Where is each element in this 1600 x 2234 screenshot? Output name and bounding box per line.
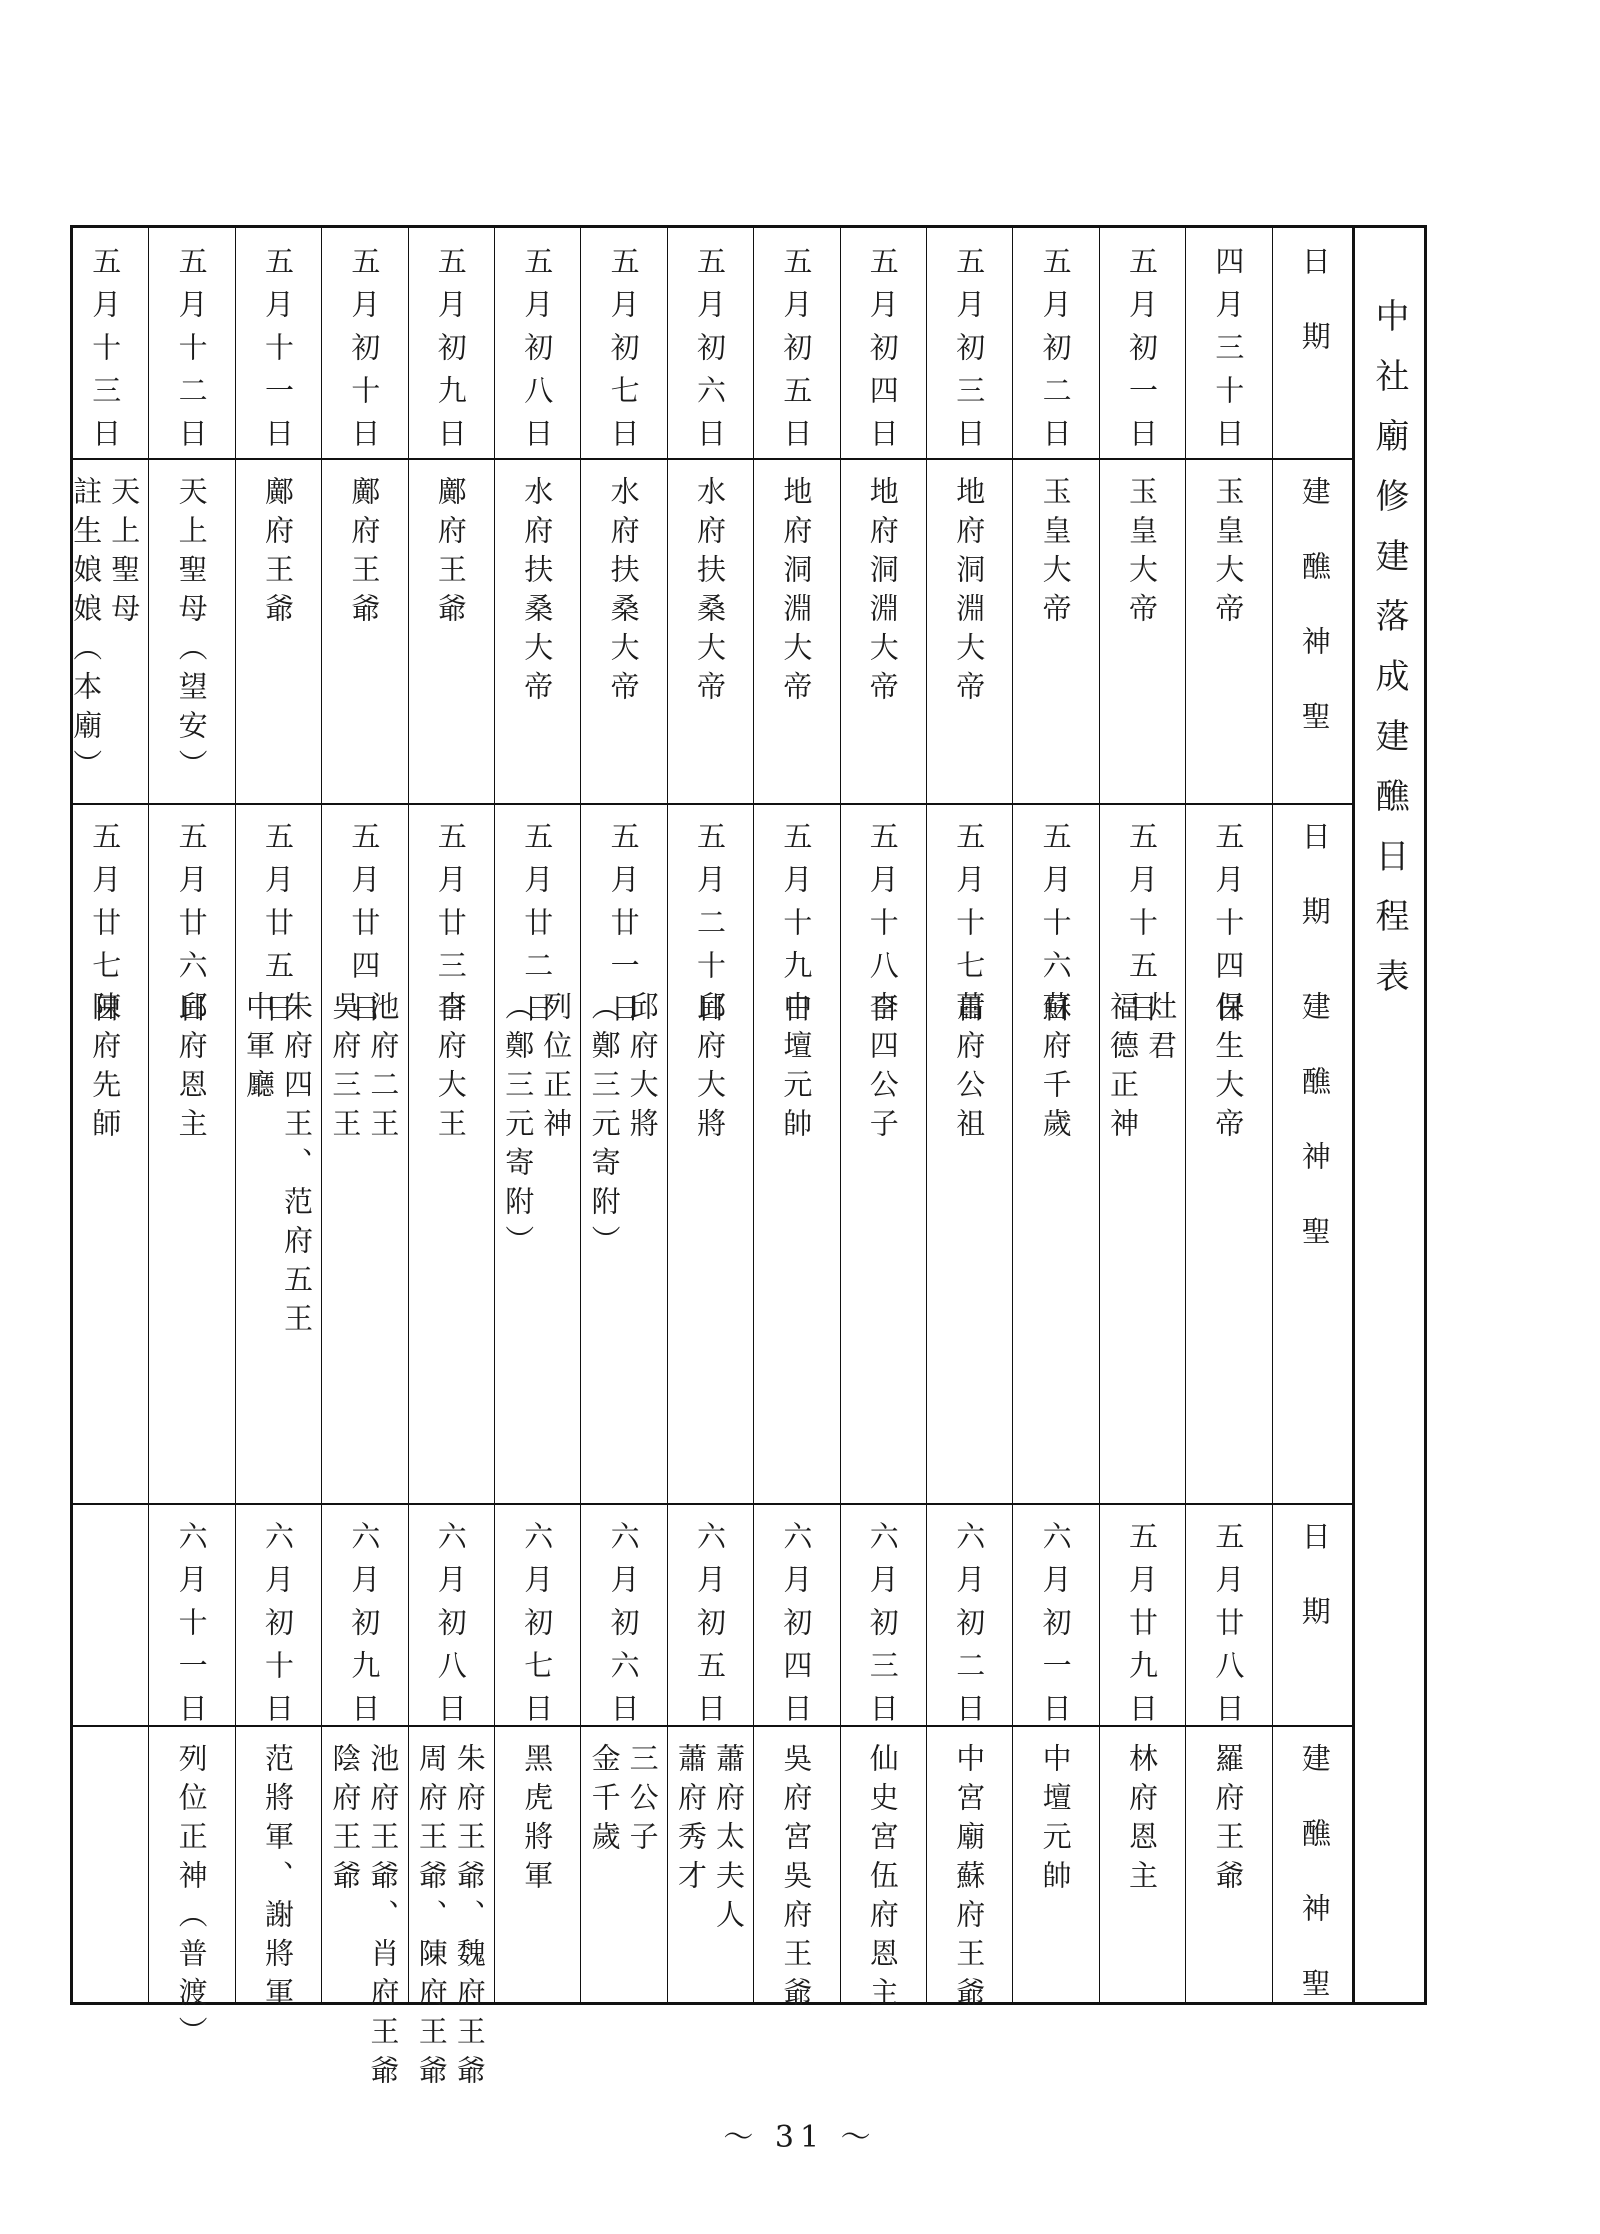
schedule-deity-text: 地府洞淵大帝: [779, 476, 814, 710]
row-divider: [73, 1503, 1352, 1505]
schedule-deity-text: 池府王爺、肖府王爺 陰府王爺: [328, 1743, 401, 2094]
schedule-deity: [840, 991, 926, 1491]
schedule-date: [753, 1521, 839, 1736]
schedule-date: [580, 1521, 666, 1736]
schedule-date: [148, 246, 234, 461]
schedule-date: [321, 246, 407, 461]
title-column: [1352, 228, 1424, 2002]
schedule-date: [667, 1521, 753, 1736]
schedule-date: [235, 246, 321, 461]
schedule-date-text: 五月廿三日: [433, 821, 468, 1036]
schedule-date-text: 六月初九日: [347, 1521, 382, 1736]
schedule-deity-text: 列位正神（普渡）: [174, 1743, 209, 2055]
schedule-date-text: 五月初五日: [779, 246, 814, 461]
schedule-date: [494, 821, 580, 1036]
schedule-deity-text: 玉皇大帝: [1211, 476, 1246, 632]
header-date-text: 日期: [1297, 1521, 1332, 1671]
schedule-deity-text: 天上聖母（望安）: [174, 476, 209, 788]
schedule-deity: [926, 1743, 1012, 2016]
schedule-deity: [667, 476, 753, 791]
schedule-date-text: 五月初四日: [865, 246, 900, 461]
schedule-date: [321, 1521, 407, 1736]
schedule-date-text: 五月廿七日: [88, 821, 123, 1036]
schedule-date-text: 五月廿八日: [1211, 1521, 1246, 1736]
schedule-date: [840, 821, 926, 1036]
page-title: 中社廟修建落成建醮日程表: [1369, 298, 1409, 1018]
schedule-table-frame: [69, 225, 1427, 2094]
schedule-date: [1012, 1521, 1098, 1736]
schedule-deity: [580, 991, 666, 1491]
schedule-date-text: 五月初九日: [433, 246, 468, 461]
schedule-date: [1185, 821, 1271, 1036]
schedule-deity: [926, 476, 1012, 791]
schedule-deity-text: 吳府宮吳府王爺: [779, 1743, 814, 2016]
schedule-date-text: 六月初八日: [433, 1521, 468, 1736]
schedule-deity: [494, 991, 580, 1491]
header-deity: [1272, 476, 1358, 791]
schedule-deity-text: 鄺府王爺: [260, 476, 295, 632]
schedule-date: [148, 821, 234, 1036]
schedule-deity: [408, 1743, 494, 2094]
schedule-deity-text: 玉皇大帝: [1038, 476, 1073, 632]
schedule-date-text: 六月初七日: [520, 1521, 555, 1736]
schedule-deity: [1185, 991, 1271, 1491]
schedule-date: [926, 1521, 1012, 1736]
schedule-deity: [1012, 991, 1098, 1491]
schedule-deity: [1185, 1743, 1271, 1996]
schedule-deity-text: 羅府王爺: [1211, 1743, 1246, 1899]
header-date: [1272, 1521, 1358, 1713]
schedule-date-text: 五月初一日: [1124, 246, 1159, 461]
schedule-deity-text: 朱府王爺、魏府王爺 周府王爺、陳府王爺: [414, 1743, 487, 2094]
schedule-deity-text: 鄺府王爺: [347, 476, 382, 632]
schedule-date: [1099, 821, 1185, 1036]
schedule-deity: [580, 1743, 666, 1996]
row-divider: [73, 803, 1352, 805]
schedule-deity: [235, 991, 321, 1491]
schedule-date: [753, 246, 839, 461]
schedule-deity-text: 天上聖母 註生娘娘（本廟）: [69, 476, 142, 788]
header-date-text: 日期: [1297, 246, 1332, 396]
schedule-date: [494, 246, 580, 461]
schedule-deity-text: 中壇元帥: [779, 991, 814, 1147]
schedule-deity-text: 邱府大將: [692, 991, 727, 1147]
schedule-date: [1185, 1521, 1271, 1736]
schedule-deity-text: 列位正神 （鄭三元寄附）: [501, 991, 574, 1264]
schedule-date: [840, 246, 926, 461]
schedule-deity: [753, 476, 839, 791]
header-deity-text: 建醮神聖: [1297, 476, 1332, 776]
schedule-deity: [148, 476, 234, 791]
schedule-deity: [1099, 991, 1185, 1491]
schedule-date: [926, 246, 1012, 461]
schedule-deity: [840, 1743, 926, 2016]
schedule-deity-text: 朱府四王、范府五王 中軍廳: [241, 991, 314, 1342]
schedule-date: [408, 1521, 494, 1736]
schedule-deity-text: 林府恩主: [1124, 1743, 1159, 1899]
schedule-deity: [1185, 476, 1271, 791]
schedule-date: [1185, 246, 1271, 461]
schedule-date: [62, 246, 148, 461]
schedule-deity: [408, 991, 494, 1491]
schedule-deity: [235, 1743, 321, 2016]
schedule-deity: [62, 1743, 148, 1996]
schedule-date-text: 五月初八日: [520, 246, 555, 461]
schedule-deity: [1099, 476, 1185, 791]
schedule-date-text: 五月十二日: [174, 246, 209, 461]
schedule-deity-text: 李四公子: [865, 991, 900, 1147]
schedule-deity-text: 三公子 金千歲: [587, 1743, 660, 1860]
schedule-deity-text: 陳府先師: [88, 991, 123, 1147]
schedule-deity-text: 地府洞淵大帝: [952, 476, 987, 710]
schedule-deity: [926, 991, 1012, 1491]
schedule-deity: [494, 1743, 580, 1996]
schedule-date: [494, 1521, 580, 1736]
schedule-date-text: 五月十三日: [88, 246, 123, 461]
schedule-deity: [840, 476, 926, 791]
schedule-deity: [580, 476, 666, 791]
schedule-deity-text: 邱府大將 （鄭三元寄附）: [587, 991, 660, 1264]
schedule-date: [235, 1521, 321, 1736]
schedule-date-text: 五月二十日: [692, 821, 727, 1036]
schedule-date: [580, 246, 666, 461]
schedule-deity: [148, 991, 234, 1491]
schedule-deity: [62, 991, 148, 1491]
schedule-deity: [1012, 1743, 1098, 1996]
schedule-deity-text: 鄺府王爺: [433, 476, 468, 632]
schedule-date-text: 六月十一日: [174, 1521, 209, 1736]
schedule-date-text: 五月廿九日: [1124, 1521, 1159, 1736]
schedule-date-text: 六月初六日: [606, 1521, 641, 1736]
schedule-date-text: 六月初四日: [779, 1521, 814, 1736]
header-date-text: 日期: [1297, 821, 1332, 971]
schedule-deity: [408, 476, 494, 791]
schedule-deity: [1099, 1743, 1185, 1996]
schedule-date-text: 五月廿一日: [606, 821, 641, 1036]
schedule-date: [408, 821, 494, 1036]
schedule-date-text: 五月初七日: [606, 246, 641, 461]
schedule-date: [408, 246, 494, 461]
schedule-deity-text: 水府扶桑大帝: [692, 476, 727, 710]
schedule-grid: [69, 228, 1352, 2094]
schedule-date-text: 四月三十日: [1211, 246, 1246, 461]
schedule-deity-text: 水府扶桑大帝: [520, 476, 555, 710]
schedule-date-text: 五月廿二日: [520, 821, 555, 1036]
schedule-date: [667, 821, 753, 1036]
schedule-date-text: 五月初二日: [1038, 246, 1073, 461]
schedule-deity-text: 水府扶桑大帝: [606, 476, 641, 710]
schedule-date-text: 五月十五日: [1124, 821, 1159, 1036]
schedule-date-text: 五月初三日: [952, 246, 987, 461]
schedule-date-text: 六月初二日: [952, 1521, 987, 1736]
schedule-deity: [667, 991, 753, 1491]
schedule-date: [148, 1521, 234, 1736]
schedule-date-text: 六月初十日: [260, 1521, 295, 1736]
schedule-deity-text: 保生大帝: [1211, 991, 1246, 1147]
header-deity-text: 建醮神聖: [1297, 991, 1332, 1291]
schedule-date-text: 六月初一日: [1038, 1521, 1073, 1736]
schedule-date-text: 五月廿四日: [347, 821, 382, 1036]
schedule-date-text: 五月十九日: [779, 821, 814, 1036]
schedule-date: [840, 1521, 926, 1736]
header-deity: [1272, 1743, 1358, 2043]
schedule-date: [62, 821, 148, 1036]
schedule-date: [1012, 821, 1098, 1036]
schedule-deity: [494, 476, 580, 791]
header-date: [1272, 821, 1358, 971]
schedule-deity-text: 中壇元帥: [1038, 1743, 1073, 1899]
schedule-deity: [321, 1743, 407, 2094]
schedule-date-text: 五月十八日: [865, 821, 900, 1036]
schedule-deity: [1012, 476, 1098, 791]
schedule-deity-text: 灶君 福德正神: [1105, 991, 1178, 1147]
page-number: ～ 31 ～: [723, 2120, 877, 2155]
schedule-deity: [235, 476, 321, 791]
schedule-date: [235, 821, 321, 1036]
schedule-date: [62, 1521, 148, 1713]
schedule-deity: [667, 1743, 753, 1996]
schedule-date-text: 五月十一日: [260, 246, 295, 461]
schedule-deity-text: 邱府恩主: [174, 991, 209, 1147]
schedule-date: [1012, 246, 1098, 461]
schedule-deity-text: 玉皇大帝: [1124, 476, 1159, 632]
schedule-deity: [753, 1743, 839, 2016]
schedule-deity-text: 李府大王: [433, 991, 468, 1147]
schedule-deity-text: 蘇府千歲: [1038, 991, 1073, 1147]
schedule-date-text: 五月十六日: [1038, 821, 1073, 1036]
schedule-deity: [62, 476, 148, 791]
schedule-date: [1099, 246, 1185, 461]
schedule-date-text: 五月初十日: [347, 246, 382, 461]
header-deity: [1272, 991, 1358, 1491]
schedule-deity: [321, 476, 407, 791]
schedule-deity: [148, 1743, 234, 2055]
schedule-date-text: 五月十四日: [1211, 821, 1246, 1036]
schedule-date: [321, 821, 407, 1036]
schedule-date: [667, 246, 753, 461]
header-date: [1272, 246, 1358, 446]
schedule-date-text: 六月初三日: [865, 1521, 900, 1736]
schedule-deity-text: 仙史宮伍府恩主: [865, 1743, 900, 2016]
schedule-date-text: 五月廿六日: [174, 821, 209, 1036]
schedule-deity-text: 黑虎將軍: [520, 1743, 555, 1899]
schedule-date-text: 五月初六日: [692, 246, 727, 461]
schedule-deity: [321, 991, 407, 1491]
schedule-date: [753, 821, 839, 1036]
schedule-date-text: 五月十七日: [952, 821, 987, 1036]
schedule-deity-text: 蕭府太夫人 蕭府秀才: [673, 1743, 746, 1938]
schedule-deity-text: 池府二王 吳府三王: [328, 991, 401, 1147]
schedule-deity-text: 蕭府公祖: [952, 991, 987, 1147]
schedule-deity-text: 范將軍、謝將軍: [260, 1743, 295, 2016]
schedule-deity: [753, 991, 839, 1491]
header-deity-text: 建醮神聖: [1297, 1743, 1332, 2043]
schedule-date: [926, 821, 1012, 1036]
schedule-date: [1099, 1521, 1185, 1736]
schedule-date-text: 五月廿五日: [260, 821, 295, 1036]
schedule-deity-text: 中宮廟蘇府王爺: [952, 1743, 987, 2016]
schedule-date-text: 六月初五日: [692, 1521, 727, 1736]
schedule-date: [580, 821, 666, 1036]
schedule-deity-text: 地府洞淵大帝: [865, 476, 900, 710]
